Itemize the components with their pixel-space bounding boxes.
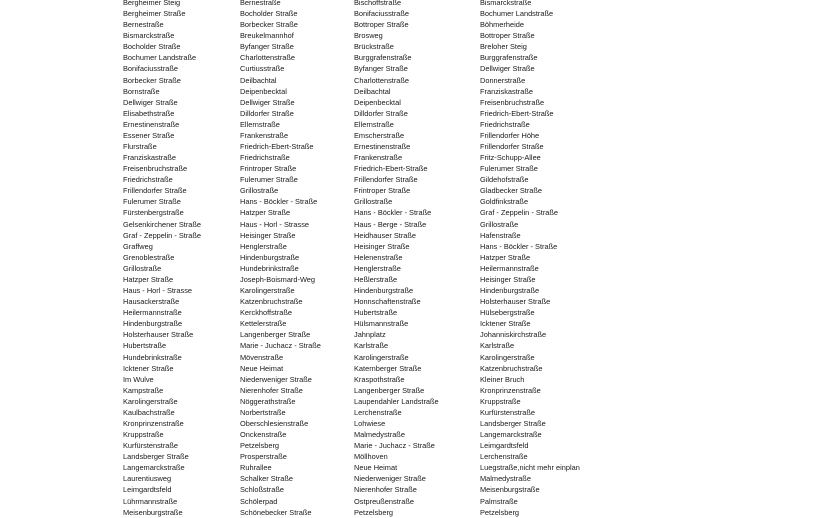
street-column-2 xyxy=(240,0,321,518)
street-name: Hafenstraße xyxy=(480,230,521,240)
street-name: Fulerumer Straße xyxy=(123,197,181,207)
street-name: Lerchenstraße xyxy=(480,452,528,462)
street-name: Heidhauser Straße xyxy=(354,230,417,240)
street-name: Friedrichstraße xyxy=(123,175,173,185)
street-name: Kerckhoffstraße xyxy=(240,308,293,318)
street-name: Böhmerheide xyxy=(480,20,524,30)
street-name: Hindenburgstraße xyxy=(354,286,414,296)
street-name: Nierenhofer Straße xyxy=(240,385,303,395)
street-name: Bismarckstraße xyxy=(480,0,532,7)
street-name: Frankenstraße xyxy=(240,130,289,140)
street-name: Bernestraße xyxy=(240,0,281,7)
street-name: Hans - Böckler - Straße xyxy=(354,208,432,218)
street-name: Bornstraße xyxy=(123,86,160,96)
street-name: Graf - Zeppelin - Straße xyxy=(123,230,202,240)
street-name: Kruppstraße xyxy=(480,396,521,406)
street-name: Charlottenstraße xyxy=(240,53,296,63)
street-name: Luegstraße,nicht mehr einplan xyxy=(480,463,580,473)
street-name: Bergheimer Straße xyxy=(123,9,186,19)
street-name: Franziskastraße xyxy=(480,86,533,96)
street-name: Hubertstraße xyxy=(123,341,167,351)
street-name: Friedrichstraße xyxy=(240,153,290,163)
street-name: Bocholder Straße xyxy=(240,9,298,19)
street-name: Heisinger Straße xyxy=(354,241,410,251)
street-name: Neue Heimat xyxy=(354,463,398,473)
street-name: Frankenstraße xyxy=(354,153,403,163)
street-name: Schönebecker Straße xyxy=(240,507,312,517)
street-name: Bocholder Straße xyxy=(123,42,181,52)
street-name: Schölerpad xyxy=(240,496,278,506)
street-name: Langemarckstraße xyxy=(480,430,542,440)
street-name: Heilermannstraße xyxy=(123,308,182,318)
street-name: Kaulbachstraße xyxy=(123,407,175,417)
street-name: Deipenbecktal xyxy=(354,97,401,107)
street-name: Langenberger Straße xyxy=(240,330,311,340)
street-name: Haus - Horl - Strasse xyxy=(240,219,309,229)
street-name: Karlstraße xyxy=(480,341,515,351)
street-name: Onckenstraße xyxy=(240,430,287,440)
street-column-3 xyxy=(354,0,439,518)
street-name: Petzelsberg xyxy=(480,507,520,517)
street-name: Oberschlesienstraße xyxy=(240,418,309,428)
street-name: Ruhrallee xyxy=(240,463,272,473)
street-name: Hindenburgstraße xyxy=(480,286,540,296)
street-name: Johanniskirchstraße xyxy=(480,330,547,340)
street-name: Palmstraße xyxy=(480,496,518,506)
street-name: Honnschaftenstraße xyxy=(354,297,421,307)
street-name: Grillostraße xyxy=(354,197,393,207)
street-name: Norbertstraße xyxy=(240,407,286,417)
street-name: Joseph-Boismard-Weg xyxy=(240,274,316,284)
street-name: Hans - Böckler - Straße xyxy=(480,241,558,251)
street-name: Hindenburgstraße xyxy=(123,319,183,329)
street-name: Ellernstraße xyxy=(240,119,280,129)
street-column-4 xyxy=(480,0,580,518)
street-name: Bonifaciusstraße xyxy=(123,64,179,74)
street-name: Lohwiese xyxy=(354,418,386,428)
street-name: Graffweg xyxy=(123,241,153,251)
street-name: Leimgardtsfeld xyxy=(123,485,172,495)
street-name: Brückstraße xyxy=(354,42,394,52)
street-name: Dilldorfer Straße xyxy=(240,108,294,118)
street-name: Friedrich-Ebert-Straße xyxy=(240,142,314,152)
street-name: Lührmannstraße xyxy=(123,496,178,506)
street-name: Kronprinzenstraße xyxy=(123,418,184,428)
street-name: Dilldorfer Straße xyxy=(354,108,408,118)
street-name: Heisinger Straße xyxy=(240,230,296,240)
street-name: Ernestinenstraße xyxy=(123,119,180,129)
street-name: Meisenburgstraße xyxy=(123,507,183,517)
street-name: Hubertstraße xyxy=(354,308,398,318)
street-name: Frintroper Straße xyxy=(354,186,411,196)
street-name: Katernberger Straße xyxy=(354,363,422,373)
street-name: Hatzper Straße xyxy=(480,252,531,262)
street-name: Gildehofstraße xyxy=(480,175,529,185)
street-name: Karolingerstraße xyxy=(240,286,295,296)
street-name: Brosweg xyxy=(354,31,383,41)
street-name: Heßlerstraße xyxy=(354,274,398,284)
street-name: Kampstraße xyxy=(123,385,164,395)
street-name: Heilermannstraße xyxy=(480,263,539,273)
street-name: Ernestinenstraße xyxy=(354,142,411,152)
street-name: Grillostraße xyxy=(123,263,162,273)
street-name: Fürstenbergstraße xyxy=(123,208,184,218)
street-name: Kronprinzenstraße xyxy=(480,385,541,395)
street-name: Mövenstraße xyxy=(240,352,284,362)
street-name: Landsberger Straße xyxy=(123,452,189,462)
street-name: Hundebrinkstraße xyxy=(240,263,299,273)
street-name: Charlottenstraße xyxy=(354,75,410,85)
street-name: Frintroper Straße xyxy=(240,164,297,174)
street-name: Friedrich-Ebert-Straße xyxy=(354,164,428,174)
street-name: Fulerumer Straße xyxy=(480,164,538,174)
street-name: Leimgardtsfeld xyxy=(480,441,529,451)
street-name: Ellernstraße xyxy=(354,119,394,129)
street-name: Borbecker Straße xyxy=(240,20,298,30)
street-name: Borbecker Straße xyxy=(123,75,181,85)
street-name: Bergheimer Steig xyxy=(123,0,181,7)
street-name: Hausackerstraße xyxy=(123,297,180,307)
street-name: Karolingerstraße xyxy=(480,352,535,362)
street-name: Friedrich-Ebert-Straße xyxy=(480,108,554,118)
street-name: Bottroper Straße xyxy=(354,20,409,30)
street-name: Bochumer Landstraße xyxy=(123,53,197,63)
street-name: Icktener Straße xyxy=(480,319,531,329)
street-name: Dellwiger Straße xyxy=(123,97,178,107)
street-name: Hans - Böckler - Straße xyxy=(240,197,318,207)
street-name: Karolingerstraße xyxy=(123,396,178,406)
street-name: Karolingerstraße xyxy=(354,352,409,362)
street-name: Frillendorfer Straße xyxy=(354,175,418,185)
street-name: Henglerstraße xyxy=(240,241,287,251)
street-name: Curtiusstraße xyxy=(240,64,285,74)
street-name: Karlstraße xyxy=(354,341,389,351)
street-name: Dellwiger Straße xyxy=(480,64,535,74)
street-name: Breukelmannhof xyxy=(240,31,294,41)
street-name: Kurfürstenstraße xyxy=(123,441,179,451)
street-name: Langenberger Straße xyxy=(354,385,425,395)
street-name: Bonifaciusstraße xyxy=(354,9,410,19)
street-name: Langemarckstraße xyxy=(123,463,185,473)
street-name: Hatzper Straße xyxy=(240,208,291,218)
street-name: Hülsebergstraße xyxy=(480,308,535,318)
street-name: Hülsmannstraße xyxy=(354,319,409,329)
street-name: Im Wulve xyxy=(123,374,154,384)
street-name: Bernestraße xyxy=(123,20,164,30)
street-name: Deilbachtal xyxy=(240,75,277,85)
street-name: Holsterhauser Straße xyxy=(123,330,194,340)
street-name: Katzenbruchstraße xyxy=(240,297,303,307)
street-name: Ostpreußenstraße xyxy=(354,496,414,506)
street-name: Franziskastraße xyxy=(123,153,176,163)
street-name: Friedrichstraße xyxy=(480,119,530,129)
street-name: Grenoblestraße xyxy=(123,252,175,262)
street-name: Heisinger Straße xyxy=(480,274,536,284)
street-name: Lerchenstraße xyxy=(354,407,402,417)
street-name: Hindenburgstraße xyxy=(240,252,300,262)
street-name: Elisabethstraße xyxy=(123,108,175,118)
street-name: Grillostraße xyxy=(240,186,279,196)
street-name: Haus - Berge - Straße xyxy=(354,219,427,229)
street-name: Schloßstraße xyxy=(240,485,284,495)
street-name: Icktener Straße xyxy=(123,363,174,373)
street-name: Byfanger Straße xyxy=(354,64,408,74)
street-name: Katzenbruchstraße xyxy=(480,363,543,373)
street-name: Fulerumer Straße xyxy=(240,175,298,185)
street-name: Dellwiger Straße xyxy=(240,97,295,107)
street-name: Gladbecker Straße xyxy=(480,186,543,196)
street-name: Holsterhauser Straße xyxy=(480,297,551,307)
street-name: Bischoffstraße xyxy=(354,0,402,7)
street-name: Nöggerathstraße xyxy=(240,396,296,406)
street-name: Helenenstraße xyxy=(354,252,403,262)
street-name: Laurentiusweg xyxy=(123,474,172,484)
street-name: Frillendorfer Straße xyxy=(123,186,187,196)
street-name: Kruppstraße xyxy=(123,430,164,440)
street-name: Petzelsberg xyxy=(354,507,394,517)
street-name: Fritz-Schupp-Allee xyxy=(480,153,541,163)
street-name: Bottroper Straße xyxy=(480,31,535,41)
street-name: Freisenbruchstraße xyxy=(480,97,545,107)
street-name: Graf - Zeppelin - Straße xyxy=(480,208,559,218)
street-name: Kraspothstraße xyxy=(354,374,405,384)
street-name: Henglerstraße xyxy=(354,263,401,273)
street-name: Deipenbecktal xyxy=(240,86,287,96)
street-name: Neue Heimat xyxy=(240,363,284,373)
street-name: Malmedystraße xyxy=(480,474,531,484)
street-name: Kurfürstenstraße xyxy=(480,407,536,417)
street-name: Bochumer Landstraße xyxy=(480,9,554,19)
street-name: Petzelsberg xyxy=(240,441,280,451)
street-name: Marie - Juchacz - Straße xyxy=(354,441,435,451)
street-name: Deilbachtal xyxy=(354,86,391,96)
street-name: Essener Straße xyxy=(123,130,175,140)
street-name: Frillendorfer Höhe xyxy=(480,130,540,140)
street-name: Byfanger Straße xyxy=(240,42,294,52)
street-name: Emscherstraße xyxy=(354,130,405,140)
street-name: Goldfinkstraße xyxy=(480,197,529,207)
street-name: Burggrafenstraße xyxy=(480,53,538,63)
street-name: Hundebrinkstraße xyxy=(123,352,182,362)
street-name: Niederweniger Straße xyxy=(240,374,312,384)
street-column-1 xyxy=(123,0,201,518)
street-name: Malmedystraße xyxy=(354,430,405,440)
street-name: Burggrafenstraße xyxy=(354,53,412,63)
street-name: Landsberger Straße xyxy=(480,418,546,428)
street-name: Möllhoven xyxy=(354,452,388,462)
street-name: Kleiner Bruch xyxy=(480,374,525,384)
street-name: Grillostraße xyxy=(480,219,519,229)
street-name: Meisenburgstraße xyxy=(480,485,540,495)
street-name: Jahnplatz xyxy=(354,330,386,340)
street-name: Haus - Horl - Strasse xyxy=(123,286,192,296)
street-name: Hatzper Straße xyxy=(123,274,174,284)
street-name: Flurstraße xyxy=(123,142,157,152)
street-name: Kettelerstraße xyxy=(240,319,287,329)
street-name: Freisenbruchstraße xyxy=(123,164,188,174)
street-name: Gelsenkirchener Straße xyxy=(123,219,202,229)
street-name: Bismarckstraße xyxy=(123,31,175,41)
street-name: Prosperstraße xyxy=(240,452,287,462)
street-name: Nierenhofer Straße xyxy=(354,485,417,495)
street-name: Schalker Straße xyxy=(240,474,293,484)
street-name: Frillendorfer Straße xyxy=(480,142,544,152)
street-name: Donnerstraße xyxy=(480,75,526,85)
street-name: Marie - Juchacz - Straße xyxy=(240,341,321,351)
street-name: Niederweniger Straße xyxy=(354,474,426,484)
street-name: Laupendahler Landstraße xyxy=(354,396,439,406)
street-name: Breloher Steig xyxy=(480,42,527,52)
